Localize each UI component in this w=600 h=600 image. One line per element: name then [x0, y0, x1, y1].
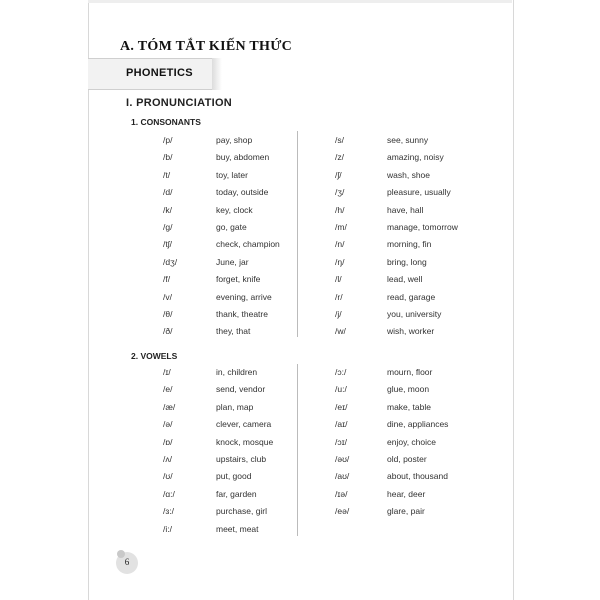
phonetics-tab-label: PHONETICS: [126, 67, 193, 79]
consonants-divider: [297, 131, 298, 337]
vowel-example: purchase, girl: [216, 506, 268, 517]
vowel-symbol: /ʊ/: [163, 471, 173, 482]
vowel-symbol: /ɔɪ/: [335, 436, 347, 447]
vowel-symbol: /ə/: [163, 419, 173, 430]
vowel-symbol: /aɪ/: [335, 419, 348, 430]
vowel-example: glare, pair: [387, 506, 425, 517]
vowel-example: about, thousand: [387, 471, 448, 482]
consonant-symbol: /r/: [335, 291, 343, 302]
consonant-example: amazing, noisy: [387, 152, 444, 163]
consonant-symbol: /z/: [335, 152, 344, 163]
vowel-example: plan, map: [216, 401, 254, 412]
consonant-example: go, gate: [216, 222, 247, 232]
consonant-symbol: /b/: [163, 152, 173, 163]
consonant-example: evening, arrive: [216, 291, 272, 302]
page: [88, 0, 514, 600]
vowel-symbol: /ɔ:/: [335, 367, 347, 377]
vowel-example: glue, moon: [387, 384, 430, 395]
consonant-example: bring, long: [387, 256, 427, 267]
vowel-example: send, vendor: [216, 384, 266, 395]
vowel-symbol: /ɜ:/: [163, 506, 174, 517]
consonant-example: buy, abdomen: [216, 152, 270, 163]
vowel-symbol: /ɪə/: [335, 488, 348, 499]
vowel-symbol: /ʌ/: [163, 454, 172, 464]
vowel-example: enjoy, choice: [387, 436, 436, 447]
vowel-symbol: /e/: [163, 384, 173, 395]
vowel-example: in, children: [216, 367, 258, 377]
consonant-symbol: /h/: [335, 204, 345, 215]
vowel-symbol: /i:/: [163, 523, 172, 534]
pronunciation-heading: I. PRONUNCIATION: [126, 97, 233, 109]
consonant-example: pay, shop: [216, 135, 253, 145]
vowel-example: clever, camera: [216, 419, 272, 430]
vowel-symbol: /ɒ/: [163, 436, 173, 447]
vowel-symbol: /əʊ/: [335, 454, 350, 464]
consonant-example: toy, later: [216, 169, 248, 180]
consonant-example: read, garage: [387, 291, 436, 302]
consonant-example: morning, fin: [387, 239, 432, 250]
consonants-heading: 1. CONSONANTS: [131, 117, 201, 127]
consonant-symbol: /d/: [163, 187, 173, 198]
vowel-example: upstairs, club: [216, 454, 267, 464]
consonant-symbol: /s/: [335, 135, 344, 145]
consonant-symbol: /ŋ/: [335, 256, 345, 267]
page-number: 6: [124, 557, 130, 567]
section-title: A. TÓM TẮT KIẾN THỨC: [120, 39, 293, 54]
consonant-symbol: /ʃ/: [335, 169, 342, 180]
page-top-edge: [88, 0, 512, 3]
vowel-example: old, poster: [387, 454, 427, 464]
consonant-example: key, clock: [216, 204, 253, 215]
consonant-example: see, sunny: [387, 135, 429, 145]
consonant-example: you, university: [387, 309, 442, 319]
vowel-example: mourn, floor: [387, 367, 433, 377]
consonant-symbol: /n/: [335, 239, 345, 250]
consonant-example: check, champion: [216, 239, 280, 250]
consonant-symbol: /g/: [163, 222, 173, 232]
consonant-example: pleasure, usually: [387, 187, 451, 198]
vowel-symbol: /u:/: [335, 384, 347, 395]
consonant-example: thank, theatre: [216, 309, 268, 319]
consonant-symbol: /p/: [163, 135, 173, 145]
vowel-example: dine, appliances: [387, 419, 449, 430]
vowel-symbol: /ɪ/: [163, 367, 171, 377]
consonant-symbol: /w/: [335, 326, 346, 337]
vowels-divider: [297, 364, 298, 536]
consonant-example: manage, tomorrow: [387, 222, 458, 232]
vowel-symbol: /ɑ:/: [163, 488, 175, 499]
tab-shadow: [212, 58, 222, 90]
consonant-symbol: /dʒ/: [163, 256, 178, 267]
vowels-heading: 2. VOWELS: [131, 351, 178, 361]
consonant-example: they, that: [216, 326, 251, 337]
consonant-symbol: /θ/: [163, 309, 173, 319]
consonant-example: June, jar: [216, 256, 249, 267]
consonant-symbol: /f/: [163, 274, 171, 285]
vowel-example: hear, deer: [387, 488, 426, 499]
consonant-example: today, outside: [216, 187, 269, 198]
vowel-symbol: /aʊ/: [335, 471, 350, 482]
consonant-symbol: /v/: [163, 291, 172, 302]
consonant-example: lead, well: [387, 274, 423, 285]
vowel-example: put, good: [216, 471, 252, 482]
vowel-symbol: /æ/: [163, 401, 176, 412]
consonant-symbol: /t/: [163, 169, 171, 180]
vowel-example: far, garden: [216, 488, 257, 499]
vowel-example: knock, mosque: [216, 436, 274, 447]
consonant-symbol: /l/: [335, 274, 342, 285]
consonant-symbol: /k/: [163, 204, 172, 215]
vowel-example: make, table: [387, 401, 431, 412]
consonant-symbol: /ð/: [163, 326, 173, 337]
consonant-symbol: /ʒ/: [335, 187, 345, 198]
consonant-symbol: /j/: [335, 309, 342, 319]
consonant-example: forget, knife: [216, 274, 261, 285]
vowel-symbol: /eɪ/: [335, 401, 348, 412]
consonant-symbol: /tʃ/: [163, 239, 172, 250]
consonant-example: wish, worker: [387, 326, 435, 337]
consonant-example: wash, shoe: [387, 169, 430, 180]
consonant-example: have, hall: [387, 204, 424, 215]
vowel-symbol: /eə/: [335, 506, 350, 517]
consonant-symbol: /m/: [335, 222, 347, 232]
vowel-example: meet, meat: [216, 523, 259, 534]
